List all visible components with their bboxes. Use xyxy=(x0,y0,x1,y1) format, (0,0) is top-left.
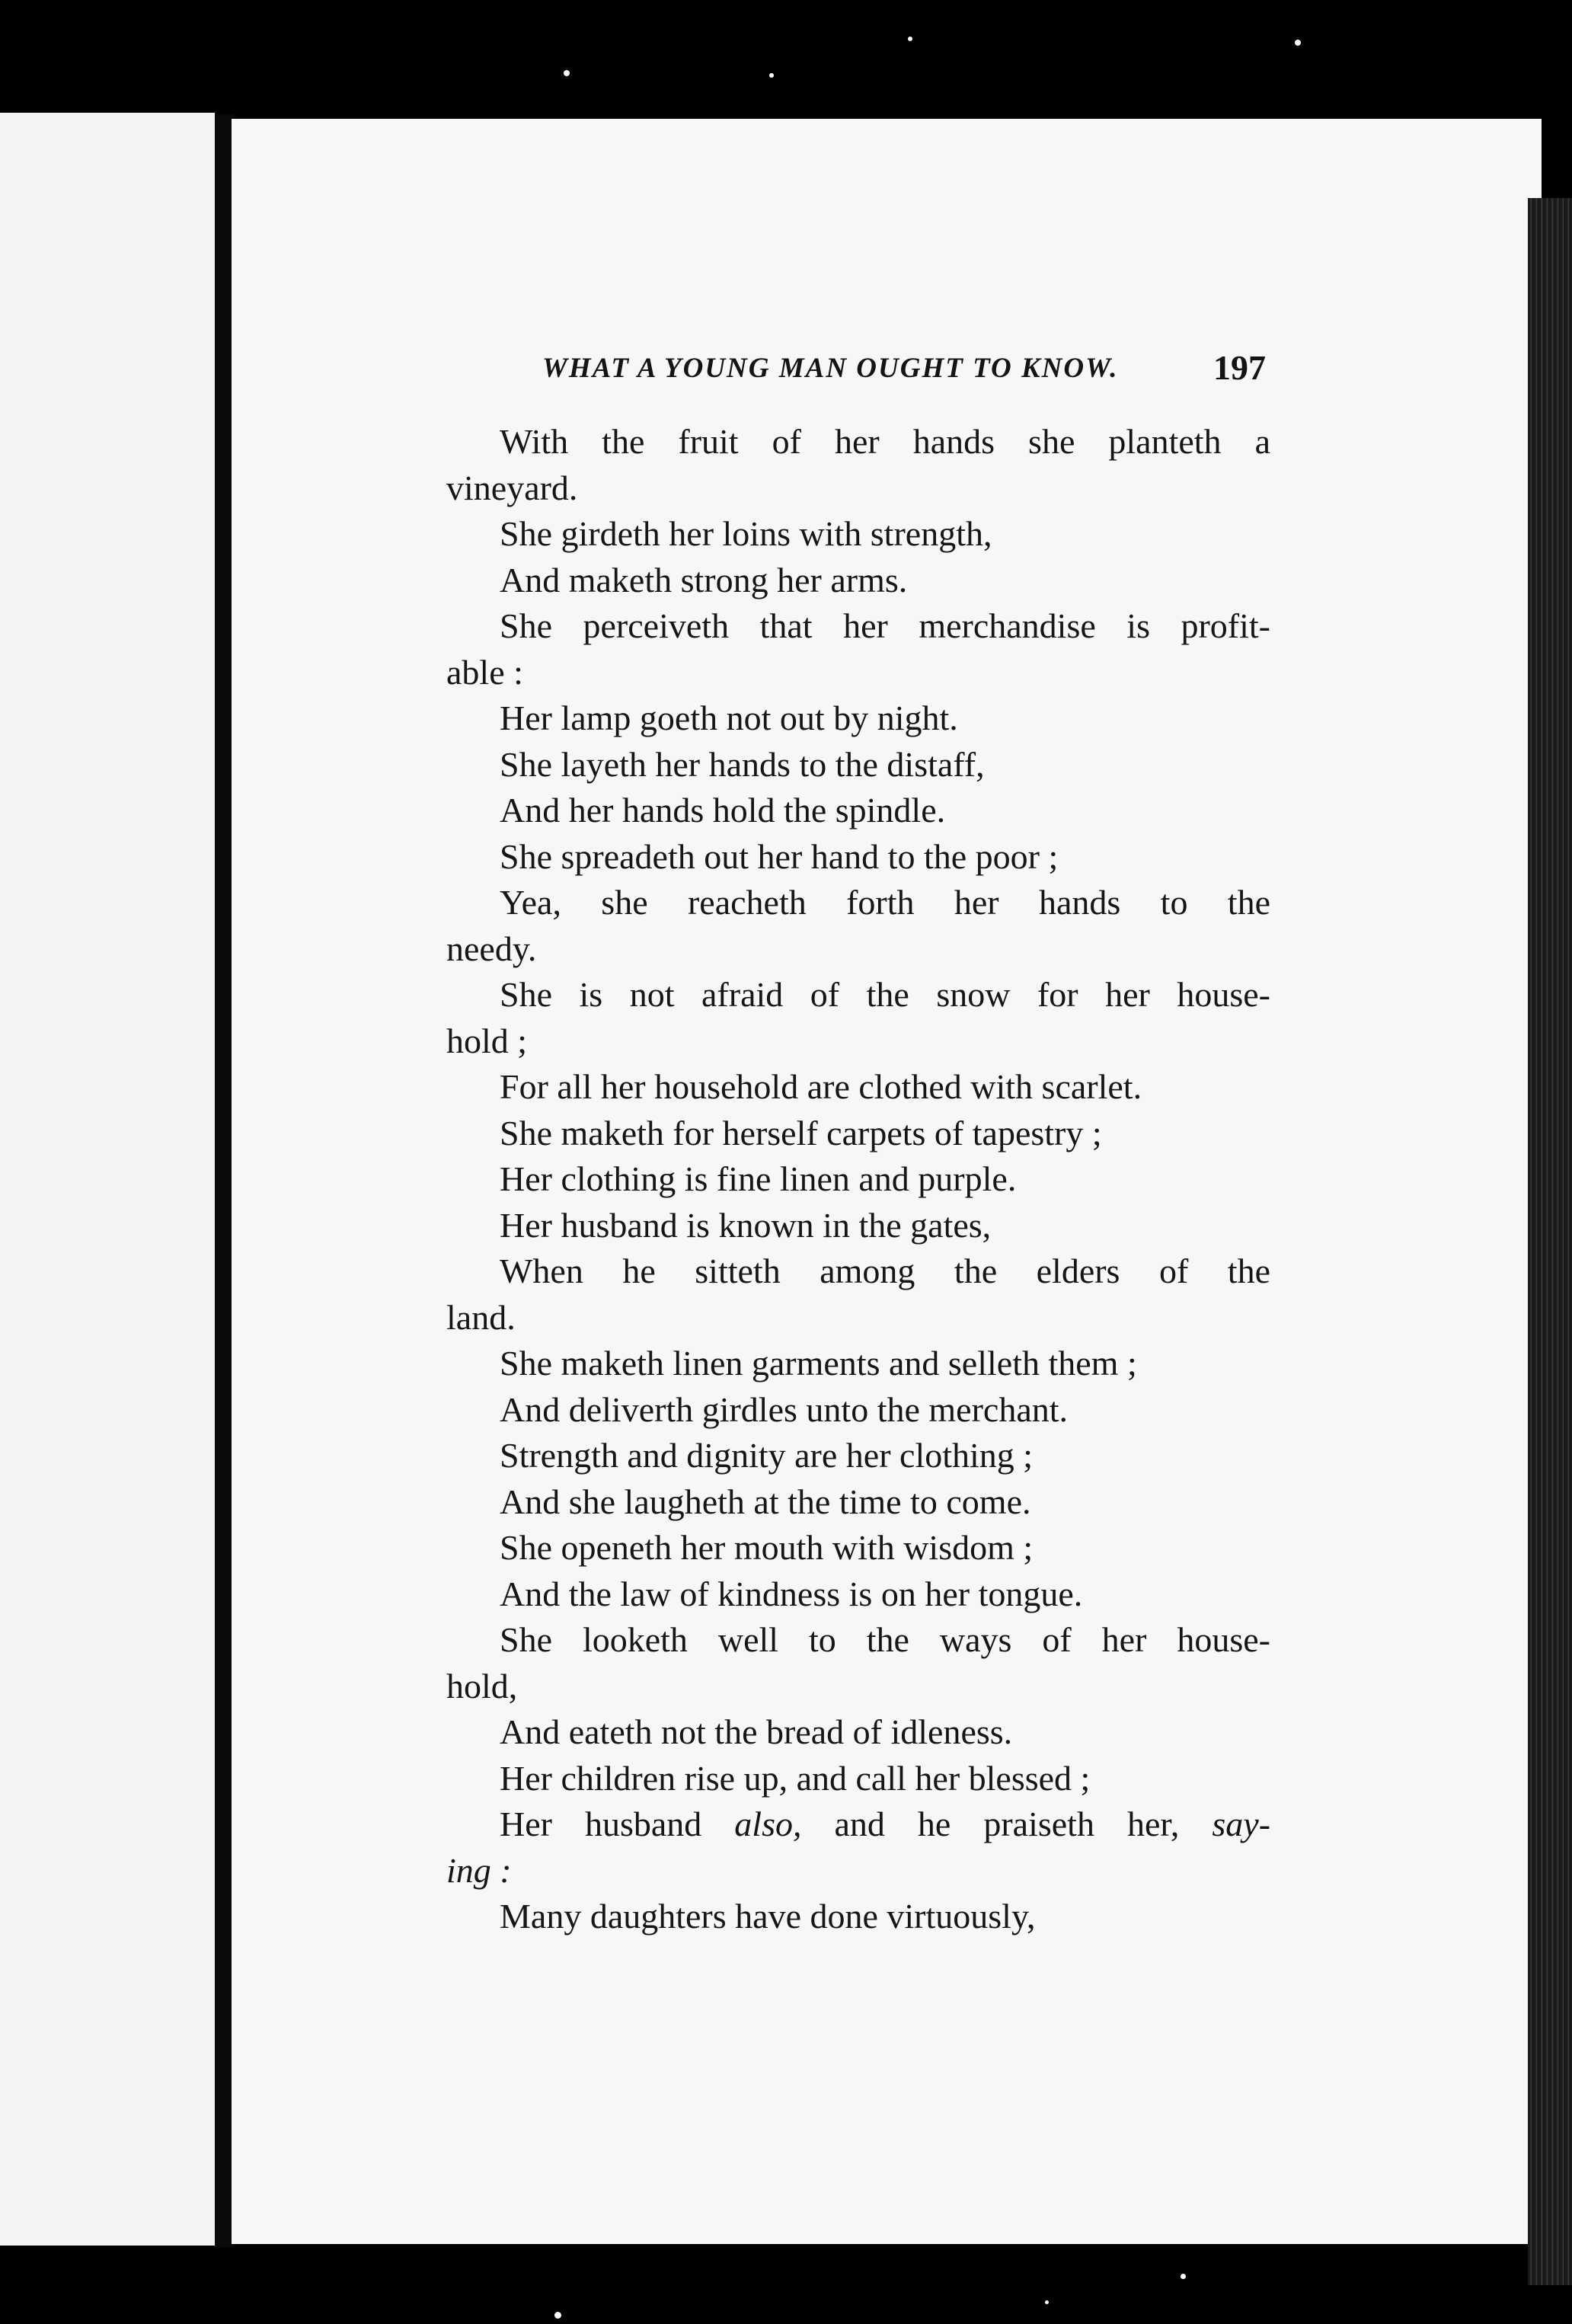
text-line: hold, xyxy=(446,1666,518,1705)
text-line: Yea, she reacheth forth her hands to the xyxy=(500,883,1270,922)
scan-speck xyxy=(1045,2300,1049,2304)
text-line: And eateth not the bread of idleness. xyxy=(500,1712,1013,1751)
text-line: She maketh for herself carpets of tapestry ; xyxy=(500,1113,1102,1152)
text-line: Her lamp goeth not out by night. xyxy=(500,698,958,737)
italic-span: ing : xyxy=(446,1850,512,1890)
text-line: needy. xyxy=(446,929,537,968)
scan-speck xyxy=(908,37,912,41)
text-line: She maketh linen garments and selleth them ; xyxy=(500,1344,1137,1383)
text-span: and he praiseth her, xyxy=(834,1805,1180,1843)
text-line: When he sitteth among the elders of the xyxy=(500,1252,1270,1290)
text-line: She perceiveth that her merchandise is profit- xyxy=(500,606,1270,645)
text-line: Her clothing is fine linen and purple. xyxy=(500,1159,1017,1198)
italic-span: also, xyxy=(734,1805,802,1843)
text-line: She openeth her mouth with wisdom ; xyxy=(500,1528,1034,1567)
text-line: With the fruit of her hands she planteth a xyxy=(500,422,1270,461)
text-line: Many daughters have done virtuously, xyxy=(500,1897,1036,1936)
italic-span: say- xyxy=(1212,1805,1271,1843)
text-line: She girdeth her loins with strength, xyxy=(500,514,992,553)
text-line: able : xyxy=(446,652,523,692)
text-line: And the law of kindness is on her tongue. xyxy=(500,1574,1083,1613)
text-line: She looketh well to the ways of her house- xyxy=(500,1620,1270,1659)
scan-speck xyxy=(564,70,570,76)
text-line: She layeth her hands to the distaff, xyxy=(500,744,985,784)
text-line: And her hands hold the spindle. xyxy=(500,791,946,830)
text-line-with-italics xyxy=(446,1801,1270,1848)
text-line: And she laugheth at the time to come. xyxy=(500,1482,1031,1521)
text-line: And deliverth girdles unto the merchant. xyxy=(500,1389,1069,1429)
text-line: Strength and dignity are her clothing ; xyxy=(500,1436,1034,1475)
text-line: hold ; xyxy=(446,1021,528,1060)
scan-speck xyxy=(1181,2274,1186,2279)
scan-speck xyxy=(554,2312,561,2319)
scan-speck xyxy=(1295,40,1301,46)
running-head: WHAT A YOUNG MAN OUGHT TO KNOW. xyxy=(542,353,1119,384)
scan-speck xyxy=(769,73,774,78)
verse-text xyxy=(446,419,1270,1940)
page-number: 197 xyxy=(1213,348,1266,387)
text-line: land. xyxy=(446,1297,516,1337)
text-line: She is not afraid of the snow for her house- xyxy=(500,975,1270,1014)
text-line: And maketh strong her arms. xyxy=(500,560,908,599)
text-line xyxy=(446,1848,1270,1894)
text-line: Her children rise up, and call her blessed ; xyxy=(500,1758,1091,1798)
page-header xyxy=(542,348,1273,405)
text-line: She spreadeth out her hand to the poor ; xyxy=(500,836,1059,876)
text-line: vineyard. xyxy=(446,468,578,507)
text-line: Her husband is known in the gates, xyxy=(500,1205,992,1245)
facing-page-edge xyxy=(0,113,215,2246)
text-span: Her husband xyxy=(500,1805,702,1843)
text-line: For all her household are clothed with scarlet. xyxy=(500,1067,1142,1106)
page-block-edges xyxy=(1528,198,1572,2285)
